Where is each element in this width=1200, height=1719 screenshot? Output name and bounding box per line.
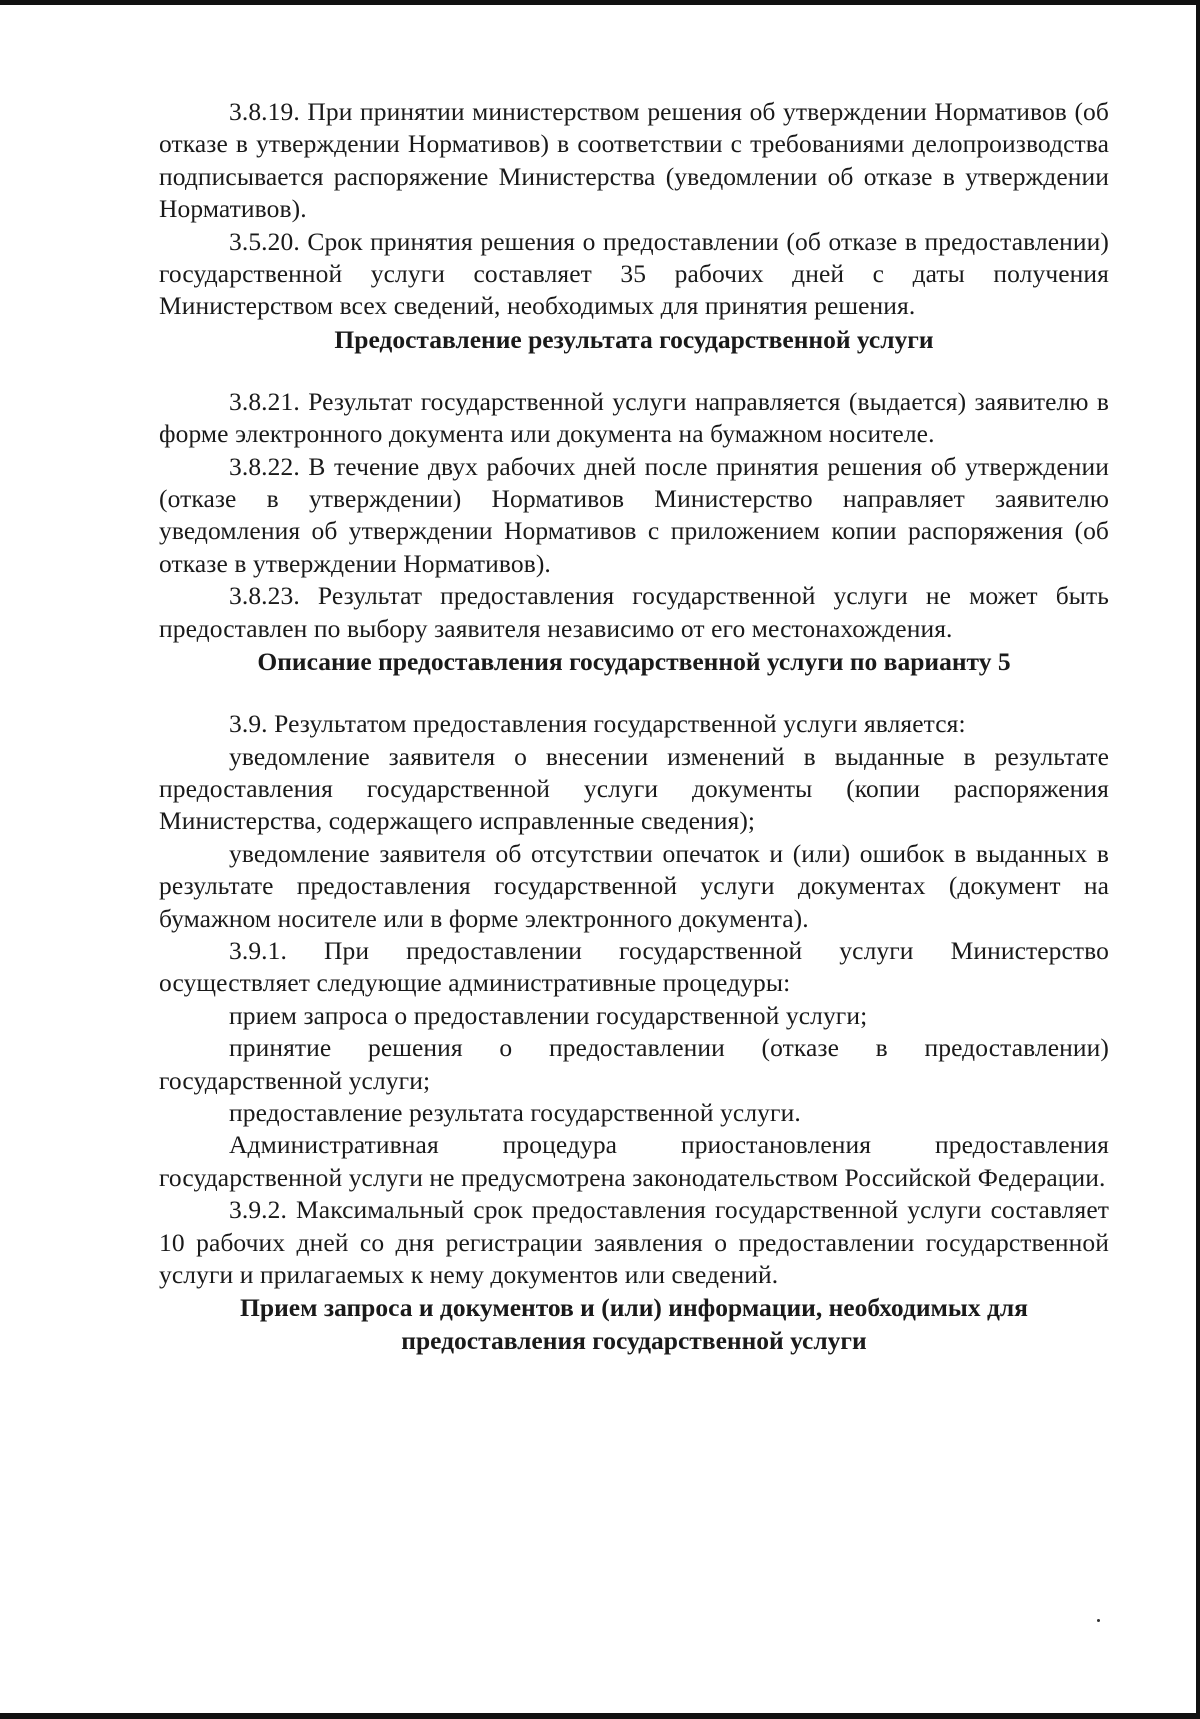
document-body <box>159 96 1109 1357</box>
section-variant-5-body <box>159 708 1109 1291</box>
section-heading-result: Предоставление результата государственной услуги <box>334 324 934 354</box>
paragraph-3-9: 3.9. Результатом предоставления государственной услуги является: <box>229 709 966 739</box>
scan-edge-top <box>0 0 1200 5</box>
paragraph-3-5-20: 3.5.20. Срок принятия решения о предоставлении (об отказе в предоставлении) государственной услуги составляет 35 рабочих дней с даты получения Министерством всех сведений, необходимых для принятия решения. <box>159 226 1109 321</box>
scan-speck <box>1097 1619 1100 1622</box>
paragraph-result-item-2: уведомление заявителя об отсутствии опечаток и (или) ошибок в выданных в результате предоставления государственной услуги документах (документ на бумажном носителе или в форме электронного документа). <box>159 838 1109 933</box>
paragraph-suspension: Административная процедура приостановления предоставления государственной услуги не предусмотрена законодательством Российской Федерации. <box>159 1130 1109 1192</box>
paragraph-3-8-22: 3.8.22. В течение двух рабочих дней после принятия решения об утверждении (отказе в утверждении) Нормативов Министерство направляет заявителю уведомления об утверждении Нормативов с приложением копии распоряжения (об отказе в утверждении Нормативов). <box>159 451 1109 578</box>
paragraph-3-8-19: 3.8.19. При принятии министерством решения об утверждении Нормативов (об отказе в утверждении Нормативов) в соответствии с требованиями делопроизводства подписывается распоряжение Министерства (уведомлении об отказе в утверждении Нормативов). <box>159 97 1109 224</box>
section-result-body <box>159 386 1109 645</box>
scan-edge-bottom <box>0 1713 1200 1719</box>
section-heading-request-intake-line-2: предоставления государственной услуги <box>401 1326 867 1356</box>
paragraph-3-9-1: 3.9.1. При предоставлении государственной услуги Министерство осуществляет следующие административные процедуры: <box>159 935 1109 998</box>
paragraph-result-item-1: уведомление заявителя о внесении изменений в выданные в результате предоставления государственной услуги документы (копии распоряжения Министерства, содержащего исправленные сведения); <box>159 741 1109 836</box>
paragraph-procedure-1: прием запроса о предоставлении государственной услуги; <box>229 1000 868 1030</box>
scan-edge-right <box>1196 0 1200 1719</box>
section-heading-variant-5: Описание предоставления государственной услуги по варианту 5 <box>257 647 1011 677</box>
section-heading-request-intake <box>159 1291 1109 1357</box>
paragraph-procedure-2: принятие решения о предоставлении (отказе в предоставлении) государственной услуги; <box>159 1033 1109 1095</box>
section-heading-request-intake-line-1: Прием запроса и документов и (или) информации, необходимых для <box>240 1293 1028 1323</box>
paragraph-3-9-2: 3.9.2. Максимальный срок предоставления государственной услуги составляет 10 рабочих дней со дня регистрации заявления о предоставлении государственной услуги и прилагаемых к нему документов или сведений. <box>159 1195 1109 1289</box>
paragraph-3-8-21: 3.8.21. Результат государственной услуги направляется (выдается) заявителю в форме электронного документа или документа на бумажном носителе. <box>159 386 1109 449</box>
paragraph-3-8-23: 3.8.23. Результат предоставления государственной услуги не может быть предоставлен по выбору заявителя независимо от его местонахождения. <box>159 581 1109 643</box>
paragraph-procedure-3: предоставление результата государственной услуги. <box>229 1097 801 1127</box>
